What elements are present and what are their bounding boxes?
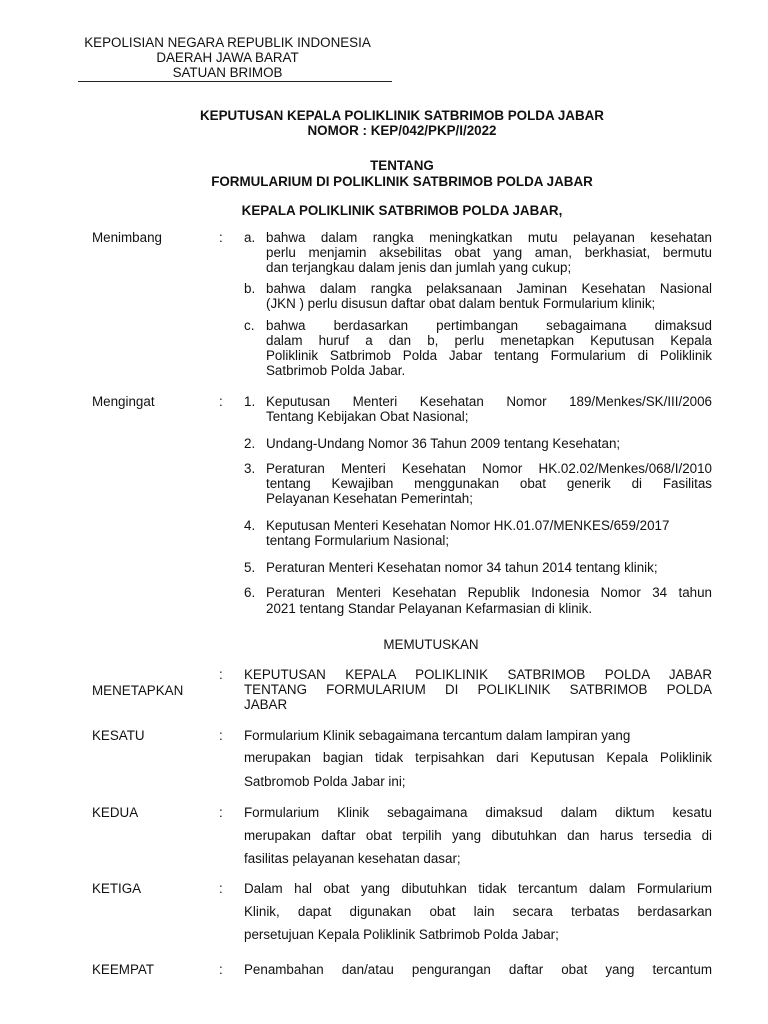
ketiga-line-2: Klinik, dapat digunakan obat lain secara terbatas berdasarkan [244, 904, 712, 919]
mengingat-2-marker: 2. [244, 436, 256, 451]
mengingat-5-line-1: Peraturan Menteri Kesehatan nomor 34 tahun 2014 tentang klinik; [266, 560, 658, 575]
menimbang-colon: : [219, 230, 223, 245]
keempat-label: KEEMPAT [92, 962, 155, 977]
mengingat-6-marker: 6. [244, 585, 256, 600]
menimbang-c-line-1: bahwa berdasarkan pertimbangan sebagaimana dimaksud [266, 318, 712, 333]
menimbang-a-line-3: dan terjangkau dalam jenis dan jumlah yang cukup; [266, 260, 572, 275]
memutuskan-heading: MEMUTUSKAN [383, 637, 479, 652]
menimbang-a-line-1: bahwa dalam rangka meningkatkan mutu pelayanan kesehatan [266, 230, 712, 245]
menimbang-c-line-2: dalam huruf a dan b, perlu menetapkan Keputusan Kepala [266, 333, 712, 348]
menimbang-a-marker: a. [244, 230, 256, 245]
menimbang-b-line-1: bahwa dalam rangka pelaksanaan Jaminan Kesehatan Nasional [266, 281, 712, 296]
ketiga-line-3: persetujuan Kepala Poliklinik Satbrimob Polda Jabar; [244, 927, 559, 942]
header-underline [78, 81, 392, 82]
keempat-colon: : [219, 962, 223, 977]
title-number: NOMOR : KEP/042/PKP/I/2022 [307, 123, 497, 138]
menimbang-c-marker: c. [244, 318, 255, 333]
kedua-line-3: fasilitas pelayanan kesehatan dasar; [244, 851, 461, 866]
kesatu-colon: : [219, 728, 223, 743]
menimbang-a-line-2: perlu menjamin aksebilitas obat yang aman, berkhasiat, bermutu [266, 245, 712, 260]
title-tentang: TENTANG [370, 158, 434, 173]
title-subject: FORMULARIUM DI POLIKLINIK SATBRIMOB POLDA JABAR [211, 174, 593, 189]
mengingat-2-line-1: Undang-Undang Nomor 36 Tahun 2009 tentang Kesehatan; [266, 436, 621, 451]
kesatu-line-1: Formularium Klinik sebagaimana tercantum dalam lampiran yang [244, 728, 631, 743]
kesatu-line-3: Satbromob Polda Jabar ini; [244, 774, 406, 789]
kedua-line-2: merupakan daftar obat terpilih yang dibutuhkan dan harus tersedia di [244, 828, 712, 843]
mengingat-3-marker: 3. [244, 461, 256, 476]
mengingat-6-line-2: 2021 tentang Standar Pelayanan Kefarmasian di klinik. [266, 601, 593, 616]
kedua-line-1: Formularium Klinik sebagaimana dimaksud dalam diktum kesatu [244, 805, 712, 820]
kesatu-label: KESATU [92, 728, 145, 743]
menetapkan-colon: : [219, 667, 223, 682]
menetapkan-line-3: JABAR [244, 697, 288, 712]
keempat-line-1: Penambahan dan/atau pengurangan daftar obat yang tercantum [244, 962, 712, 977]
mengingat-1-line-1: Keputusan Menteri Kesehatan Nomor 189/Menkes/SK/III/2006 [266, 394, 712, 409]
menetapkan-line-1: KEPUTUSAN KEPALA POLIKLINIK SATBRIMOB POLDA JABAR [244, 667, 712, 682]
mengingat-1-marker: 1. [244, 394, 256, 409]
menimbang-b-line-2: (JKN ) perlu disusun daftar obat dalam bentuk Formularium klinik; [266, 296, 656, 311]
mengingat-label: Mengingat [92, 394, 155, 409]
title-line-1: KEPUTUSAN KEPALA POLIKLINIK SATBRIMOB POLDA JABAR [200, 108, 604, 123]
kedua-label: KEDUA [92, 805, 139, 820]
menimbang-c-line-3: Poliklinik Satbrimob Polda Jabar tentang Formularium di Poliklinik [266, 348, 712, 363]
kedua-colon: : [219, 805, 223, 820]
kesatu-line-2: merupakan bagian tidak terpisahkan dari Keputusan Kepala Poliklinik [244, 750, 712, 765]
mengingat-4-line-2: tentang Formularium Nasional; [266, 533, 450, 548]
ketiga-line-1: Dalam hal obat yang dibutuhkan tidak tercantum dalam Formularium [244, 881, 712, 896]
menimbang-c-line-4: Satbrimob Polda Jabar. [266, 363, 406, 378]
header-line-2: DAERAH JAWA BARAT [156, 50, 299, 65]
menetapkan-line-2: TENTANG FORMULARIUM DI POLIKLINIK SATBRIMOB POLDA [244, 682, 712, 697]
menimbang-label: Menimbang [92, 230, 162, 245]
mengingat-3-line-2: tentang Kewajiban menggunakan obat generik di Fasilitas [266, 476, 712, 491]
ketiga-label: KETIGA [92, 881, 142, 896]
mengingat-4-marker: 4. [244, 518, 256, 533]
header-line-1: KEPOLISIAN NEGARA REPUBLIK INDONESIA [84, 35, 371, 50]
ketiga-colon: : [219, 881, 223, 896]
menetapkan-label: MENETAPKAN [92, 683, 184, 698]
mengingat-6-line-1: Peraturan Menteri Kesehatan Republik Indonesia Nomor 34 tahun [266, 585, 712, 600]
title-issuer: KEPALA POLIKLINIK SATBRIMOB POLDA JABAR, [241, 203, 563, 218]
mengingat-4-line-1: Keputusan Menteri Kesehatan Nomor HK.01.07/MENKES/659/2017 [266, 518, 670, 533]
mengingat-5-marker: 5. [244, 560, 256, 575]
mengingat-1-line-2: Tentang Kebijakan Obat Nasional; [266, 409, 469, 424]
mengingat-3-line-3: Pelayanan Kesehatan Pemerintah; [266, 491, 473, 506]
mengingat-3-line-1: Peraturan Menteri Kesehatan Nomor HK.02.02/Menkes/068/I/2010 [266, 461, 712, 476]
mengingat-colon: : [219, 394, 223, 409]
header-line-3: SATUAN BRIMOB [172, 65, 283, 80]
menimbang-b-marker: b. [244, 281, 256, 296]
